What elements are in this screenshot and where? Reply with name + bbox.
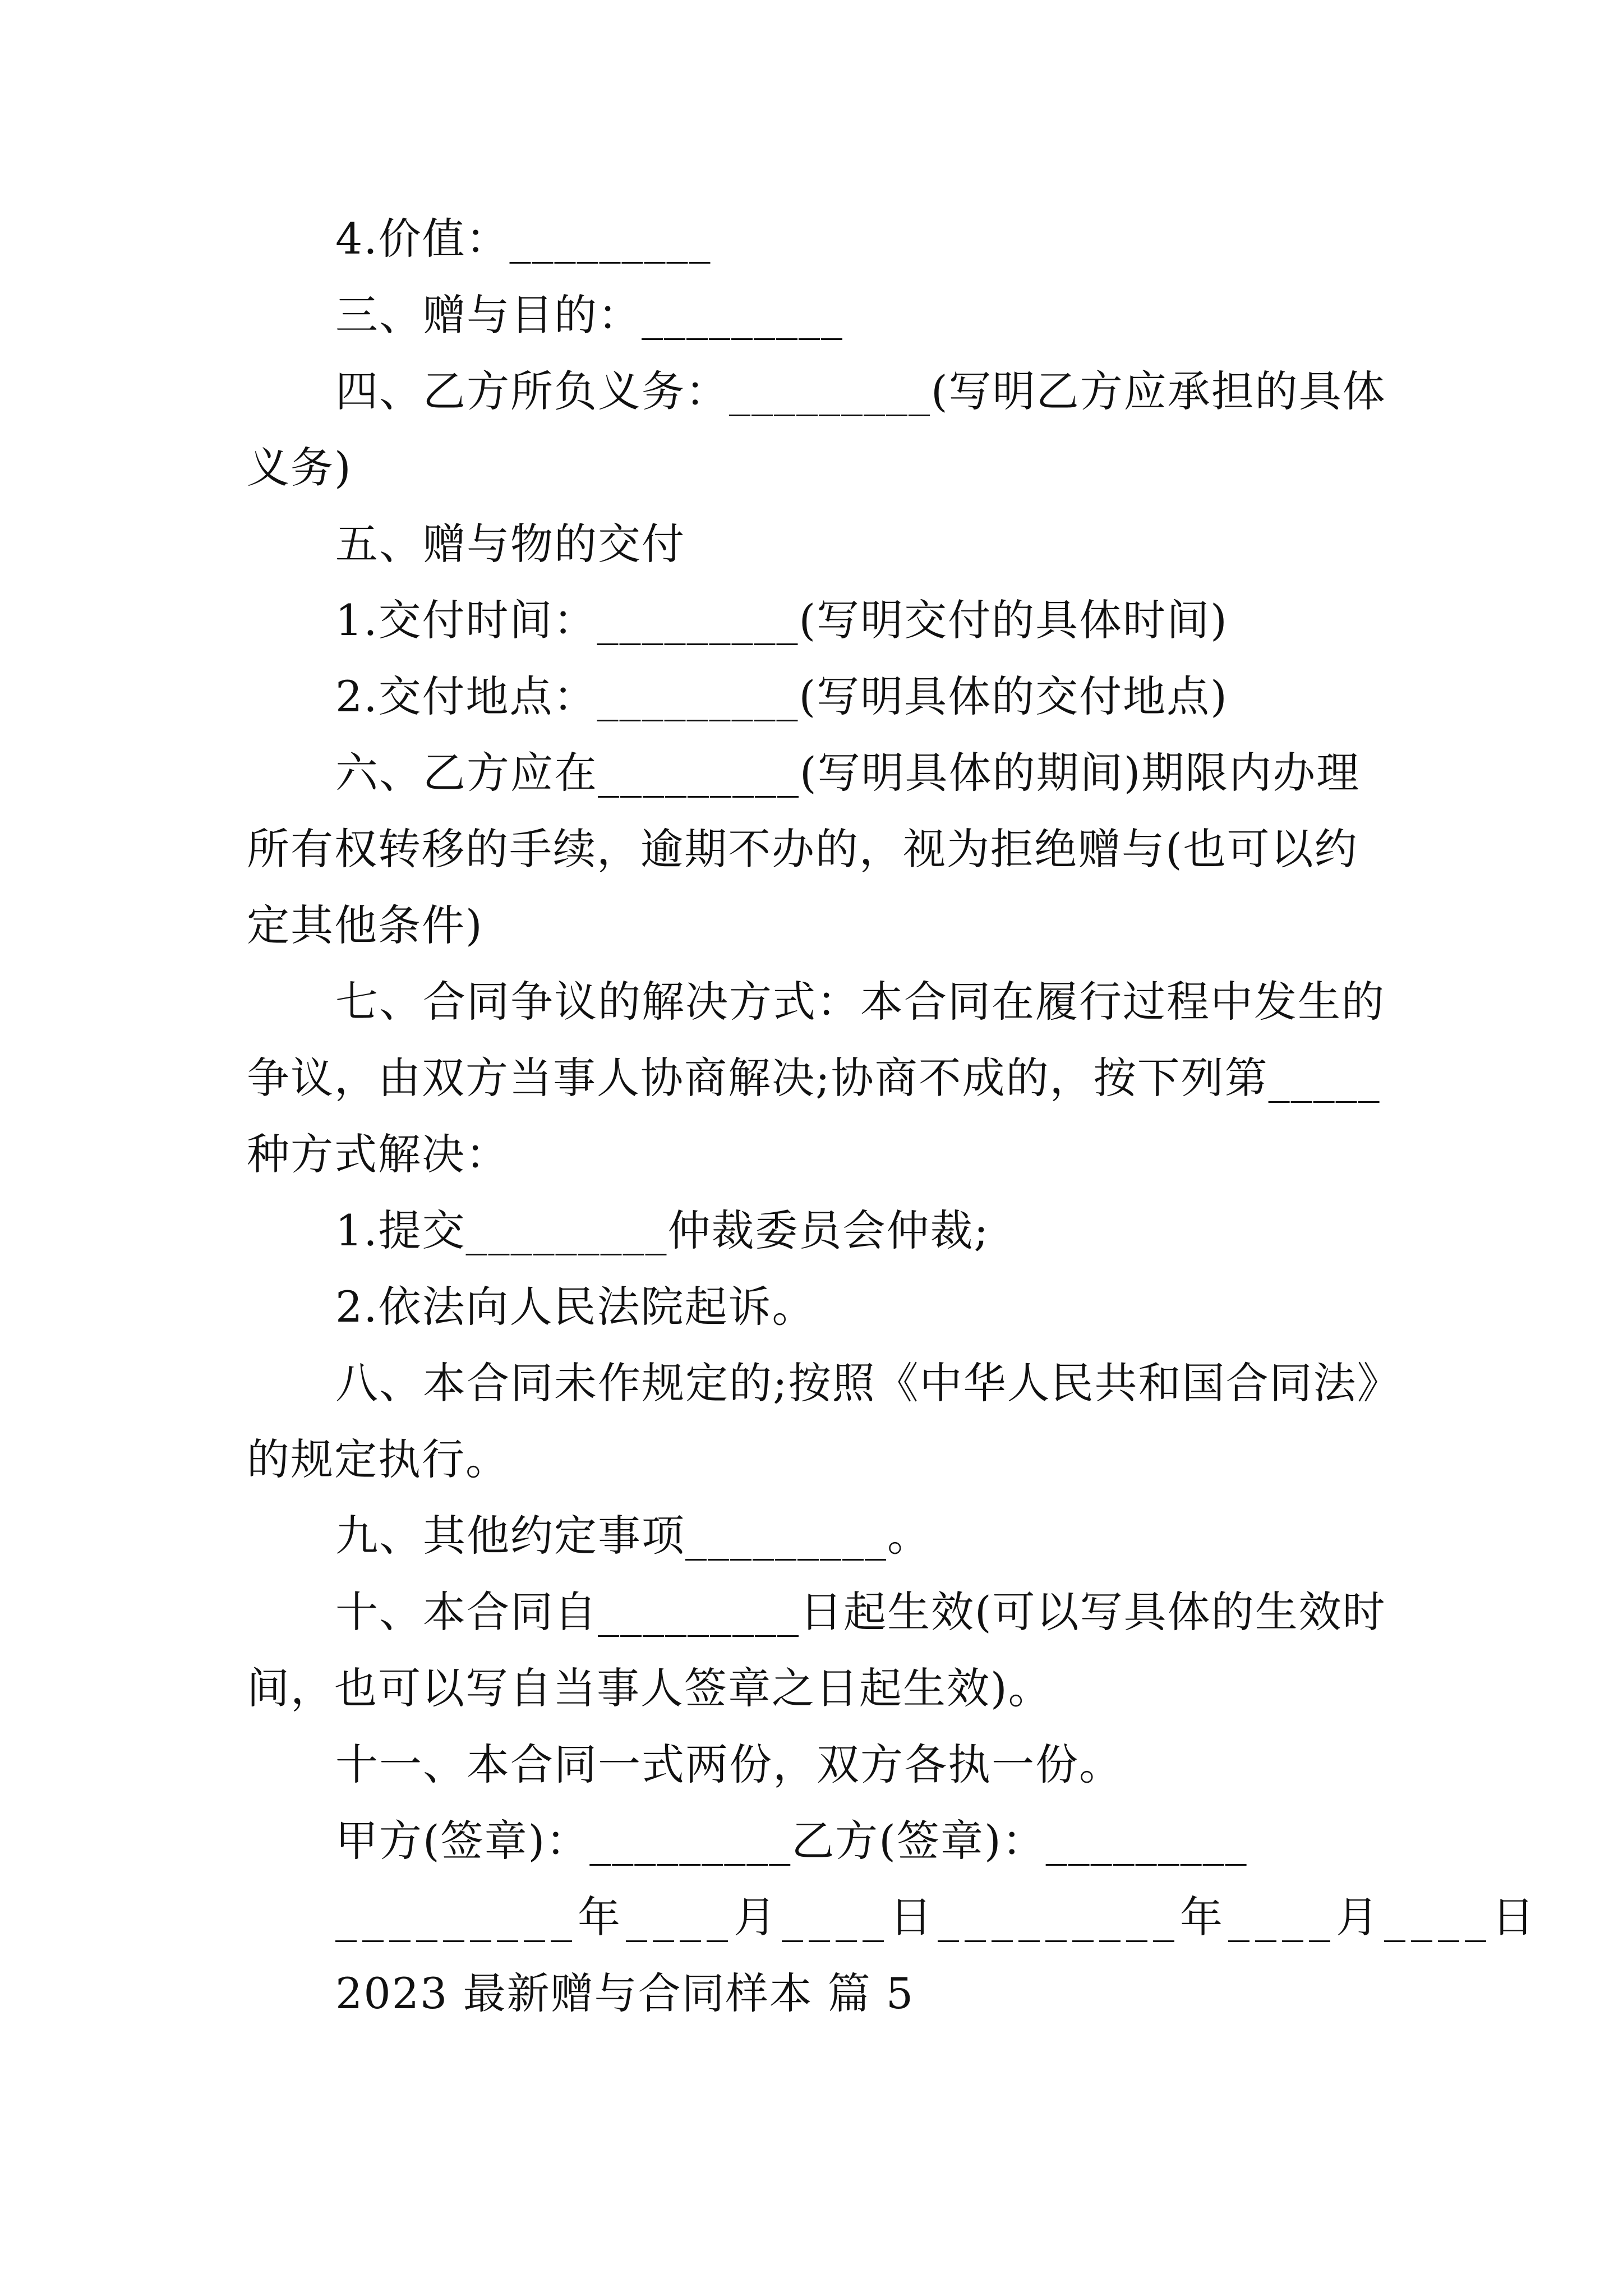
line-arbitration: 1.提交_________仲裁委员会仲裁; xyxy=(335,1205,990,1255)
line-obligation: 四、乙方所负义务：_________(写明乙方应承担的具体 xyxy=(335,366,1386,416)
line-transfer-deadline: 六、乙方应在_________(写明具体的期间)期限内办理 xyxy=(335,748,1361,798)
line-unspecified: 八、本合同未作规定的;按照《中华人民共和国合同法》 xyxy=(335,1358,1401,1408)
line-effective: 十、本合同自_________日起生效(可以写具体的生效时 xyxy=(335,1587,1386,1637)
line-lawsuit: 2.依法向人民法院起诉。 xyxy=(335,1282,816,1332)
line-other-matters: 九、其他约定事项_________。 xyxy=(335,1511,931,1561)
line-purpose: 三、赠与目的：_________ xyxy=(335,290,843,340)
line-dispute: 七、合同争议的解决方式：本合同在履行过程中发生的 xyxy=(335,977,1385,1027)
line-obligation-cont: 义务) xyxy=(247,443,352,493)
line-dates: _________年____月____日_________年____月____日 xyxy=(335,1892,1540,1942)
line-transfer-cont-1: 所有权转移的手续，逾期不办的，视为拒绝赠与(也可以约 xyxy=(247,824,1358,874)
line-dispute-cont-1: 争议，由双方当事人协商解决;协商不成的，按下列第_____ xyxy=(247,1053,1381,1103)
line-value: 4.价值：_________ xyxy=(335,214,712,264)
line-unspecified-cont: 的规定执行。 xyxy=(247,1434,509,1484)
line-signatures: 甲方(签章)：_________乙方(签章)：_________ xyxy=(335,1816,1248,1866)
line-copies: 十一、本合同一式两份，双方各执一份。 xyxy=(335,1740,1123,1789)
line-delivery-place: 2.交付地点：_________(写明具体的交付地点) xyxy=(335,671,1228,721)
section-heading: 2023 最新赠与合同样本 篇 5 xyxy=(335,1968,915,2018)
line-effective-cont: 间，也可以写自当事人签章之日起生效)。 xyxy=(247,1663,1052,1713)
line-delivery-time: 1.交付时间：_________(写明交付的具体时间) xyxy=(335,595,1228,645)
line-delivery-heading: 五、赠与物的交付 xyxy=(335,519,685,569)
line-transfer-cont-2: 定其他条件) xyxy=(247,900,483,950)
line-dispute-cont-2: 种方式解决： xyxy=(247,1129,509,1179)
